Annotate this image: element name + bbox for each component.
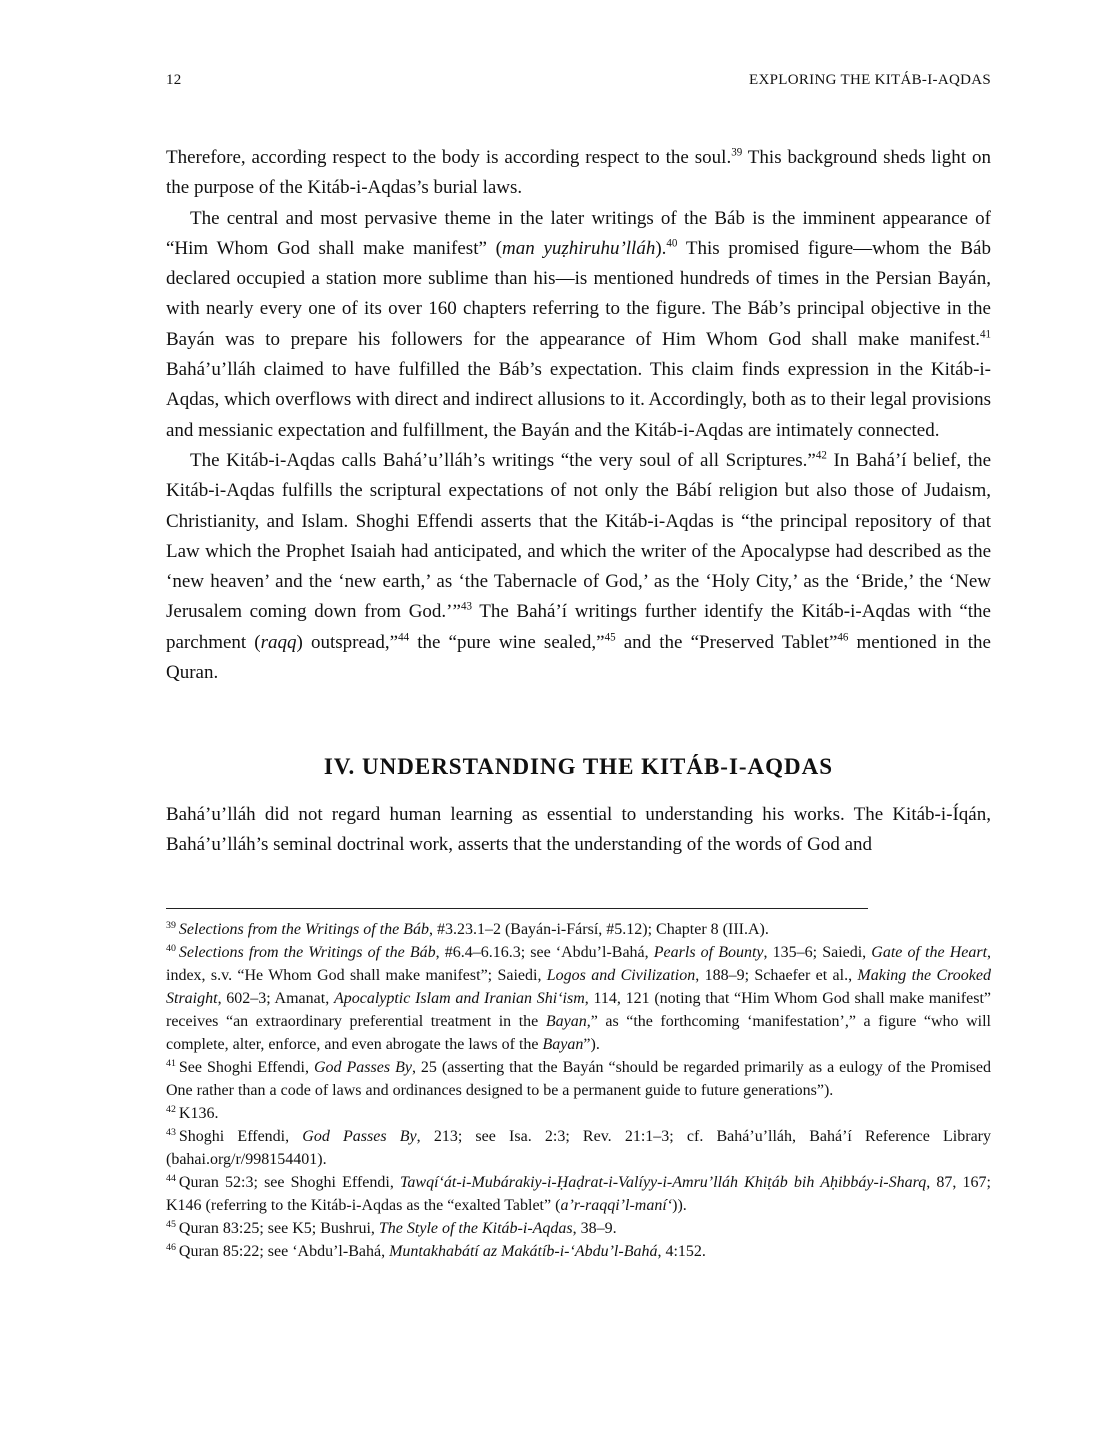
running-head (166, 72, 991, 94)
footnote-44: $^{44}$ Quran 52:3; see Shoghi Effendi, Tawqí‘át-i-Mubárakiy-i-Ḥaḍrat-i-Valíyy-i-Amru’lláh Khiṭáb bih Aḥibbáy-i-Sharq, 87, 167; K146 (referring to the Kitáb-i-Aqdas as the “exalted Tablet” (a’r-raqqi’l-maní‘)). (166, 1172, 991, 1214)
footnote-ref-43[interactable]: 43 (460, 601, 472, 614)
footnote-46: $^{46}$ Quran 85:22; see ‘Abdu’l-Bahá, Muntakhabátí az Makátíb-i-‘Abdu’l-Bahá, 4:152. (166, 1241, 706, 1260)
footnote-ref-44[interactable]: 44 (398, 631, 410, 644)
footnote-ref-41[interactable]: 41 (979, 328, 991, 341)
paragraph-3: The Kitáb-i-Aqdas calls Bahá’u’lláh’s writings “the very soul of all Scriptures.”$^{42}$ In Bahá’í belief, the Kitáb-i-Aqdas fulfills the scriptural expectations of not only the Bábí religion but also those of Judaism, Christianity, and Islam. Shoghi Effendi asserts that the Kitáb-i-Aqdas is “the principal repository of that Law which the Prophet Isaiah had anticipated, and which the writer of the Apocalypse had described as the ‘new heaven’ and the ‘new earth,’ as ‘the Tabernacle of God,’ as the ‘Holy City,’ as the ‘Bride,’ the ‘New Jerusalem coming down from God.’”$^{43}$ The Bahá’í writings further identify the Kitáb-i-Aqdas with “the parchment (raqq) outspread,”$^{44}$ the “pure wine sealed,”$^{45}$ and the “Preserved Tablet”$^{46}$ mentioned in the Quran. (166, 449, 991, 684)
footnote-40: $^{40}$ Selections from the Writings of the Báb, #6.4–6.16.3; see ‘Abdu’l-Bahá, Pearls of Bounty, 135–6; Saiedi, Gate of the Heart, index, s.v. “He Whom God shall make manifest”; Saiedi, Logos and Civilization, 188–9; Schaefer et al., Making the Crooked Straight, 602–3; Amanat, Apocalyptic Islam and Iranian Shi‘ism, 114, 121 (noting that “Him Whom God shall make manifest” receives “an extraordinary preferential treatment in the Bayan,” as “the forthcoming ‘manifestation’,” a figure “who will complete, alter, enforce, and even abrogate the laws of the Bayan”). (166, 942, 992, 1053)
footnote-42: $^{42}$ K136. (166, 1103, 219, 1122)
paragraph-1: Therefore, according respect to the body is according respect to the soul.$^{39}$ This background sheds light on the purpose of the Kitáb-i-Aqdas’s burial laws. (166, 146, 992, 199)
section-paragraph-1: Bahá’u’lláh did not regard human learning as essential to understanding his works. The Kitáb-i-Íqán, Bahá’u’lláh’s seminal doctrinal work, asserts that the understanding of the words of God and (166, 804, 991, 856)
section-text (166, 800, 991, 861)
footnote-41: $^{41}$ See Shoghi Effendi, God Passes By, 25 (asserting that the Bayán “should be regarded primarily as a eulogy of the Promised One rather than a code of laws and ordinances designed to be a permanent guide to future generations”). (166, 1057, 991, 1099)
footnote-43: $^{43}$ Shoghi Effendi, God Passes By, 213; see Isa. 2:3; Rev. 21:1–3; cf. Bahá’u’lláh, Bahá’í Reference Library (bahai.org/r/998154401). (166, 1126, 992, 1168)
footnote-ref-45[interactable]: 45 (604, 631, 616, 644)
footnotes (166, 918, 991, 1263)
footnote-ref-39[interactable]: 39 (731, 146, 743, 159)
footnote-ref-46[interactable]: 46 (837, 631, 849, 644)
footnote-ref-40[interactable]: 40 (666, 237, 678, 250)
footnote-divider (166, 908, 868, 909)
footnote-ref-42[interactable]: 42 (815, 449, 827, 462)
section-heading: IV. UNDERSTANDING THE KITÁB-I-AQDAS (323, 754, 834, 779)
main-text (166, 143, 991, 688)
paragraph-2: The central and most pervasive theme in the later writings of the Báb is the imminent appearance of “Him Whom God shall make manifest” (man yuẓhiruhu’lláh).$^{40}$ This promised figure—whom the Báb declared occupied a station more sublime than his—is mentioned hundreds of times in the Persian Bayán, with nearly every one of its over 160 chapters referring to the figure. The Báb’s principal objective in the Bayán was to prepare his followers for the appearance of Him Whom God shall make manifest.$^{41}$ Bahá’u’lláh claimed to have fulfilled the Báb’s expectation. This claim finds expression in the Kitáb-i-Aqdas, which overflows with direct and indirect allusions to it. Accordingly, both as to their legal provisions and messianic expectation and fulfillment, the Bayán and the Kitáb-i-Aqdas are intimately connected. (166, 207, 991, 441)
running-title: EXPLORING THE KITÁB-I-AQDAS (749, 72, 991, 88)
footnote-39: $^{39}$ Selections from the Writings of the Báb, #3.23.1–2 (Bayán-i-Fársí, #5.12); Chapter 8 (III.A). (166, 919, 769, 938)
footnote-45: $^{45}$ Quran 83:25; see K5; Bushrui, The Style of the Kitáb-i-Aqdas, 38–9. (166, 1218, 617, 1237)
page-number: 12 (166, 72, 182, 88)
